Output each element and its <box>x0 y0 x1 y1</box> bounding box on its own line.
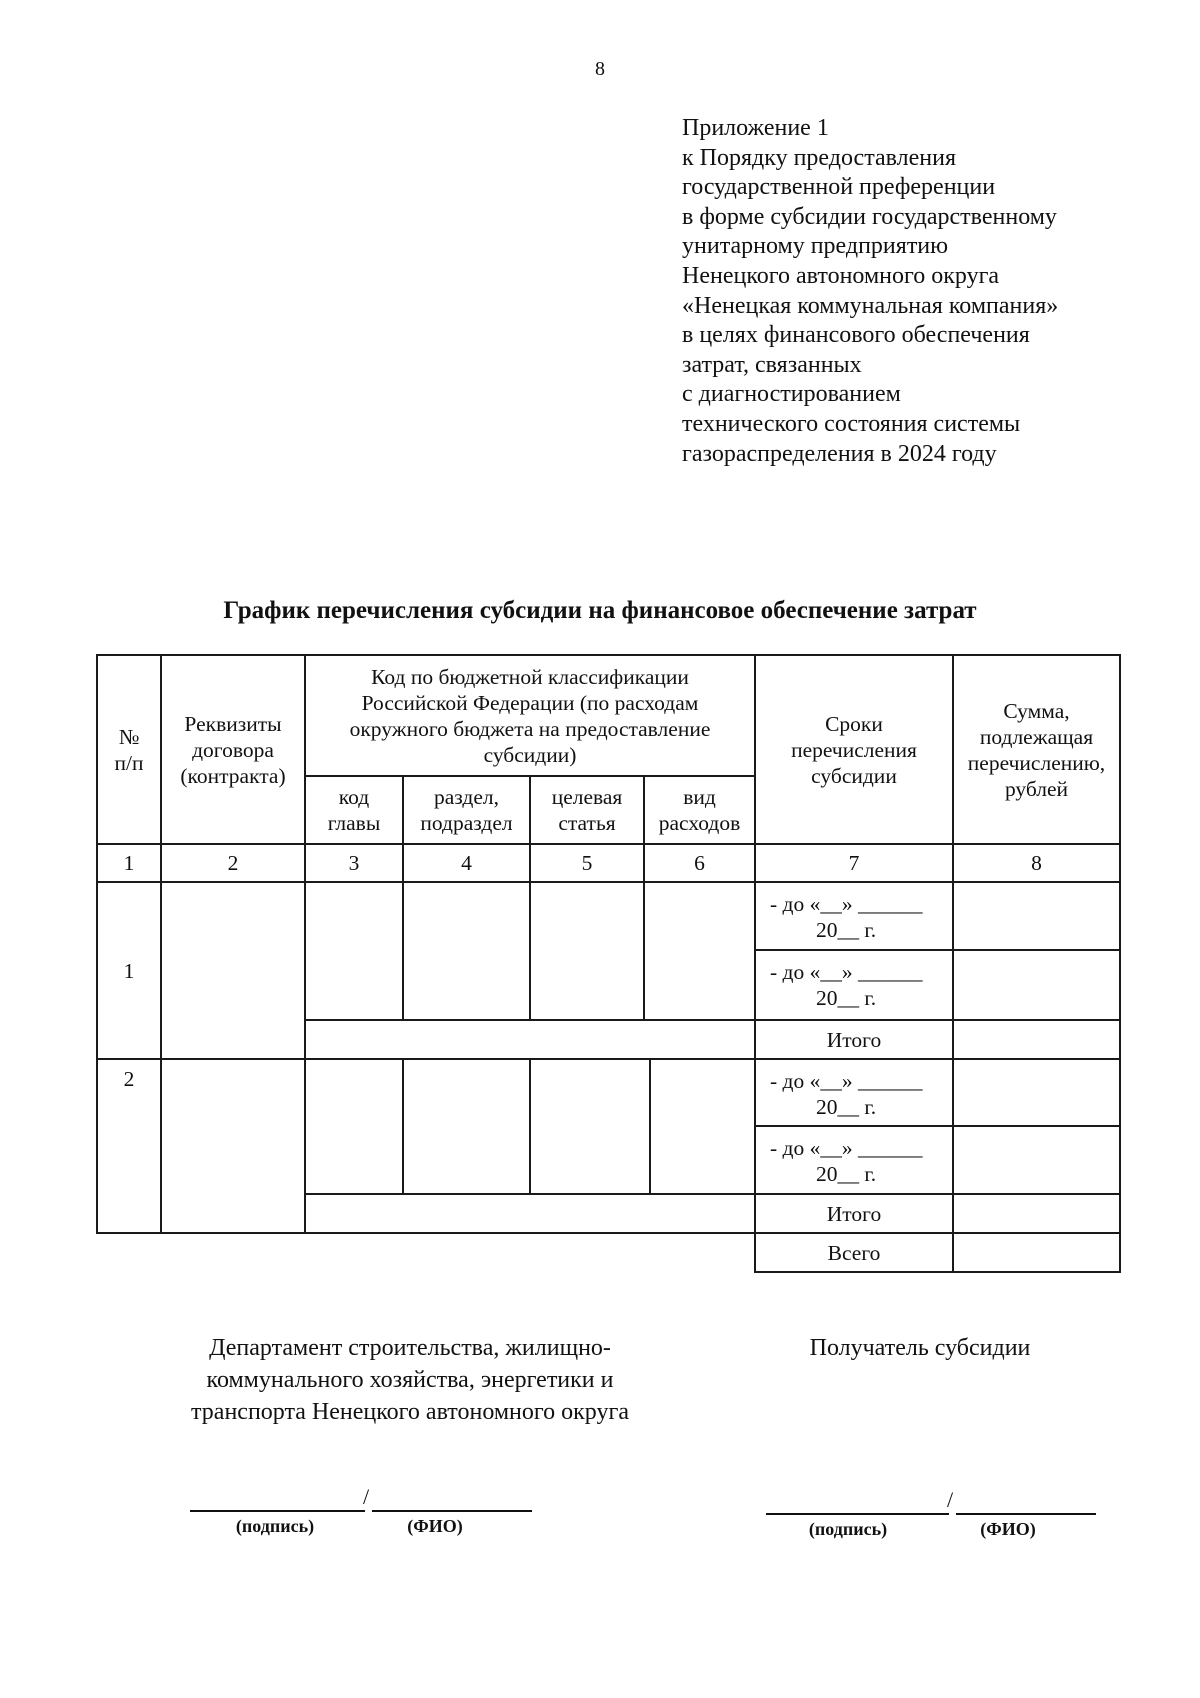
table-rule <box>402 1058 404 1193</box>
header-section: раздел, подраздел <box>420 785 513 835</box>
payment-term-line: - до «__» ______ <box>770 892 923 916</box>
header-contract: Реквизиты договора (контракта) <box>180 711 286 788</box>
signature-line <box>190 1510 365 1512</box>
payment-term <box>756 951 952 1019</box>
name-caption: (ФИО) <box>407 1516 463 1536</box>
appendix-line: в форме субсидии государственному <box>682 203 1057 230</box>
column-number: 5 <box>581 851 593 875</box>
payment-term-line: - до «__» ______ <box>770 1069 923 1093</box>
appendix-line: в целях финансового обеспечения <box>682 322 1030 349</box>
column-number: 1 <box>123 851 135 875</box>
appendix-line: Приложение 1 <box>682 115 829 141</box>
payment-term <box>756 1060 952 1125</box>
column-number: 3 <box>348 851 360 875</box>
signature-caption: (подпись) <box>235 1516 315 1536</box>
payment-term-year: 20__ г. <box>816 1162 877 1186</box>
table-rule <box>96 1232 1121 1234</box>
payment-term <box>756 1127 952 1193</box>
appendix-header <box>682 114 1152 469</box>
appendix-line: Ненецкого автономного округа <box>682 262 1000 289</box>
appendix-line: затрат, связанных <box>682 351 862 378</box>
header-target-item: целевая статья <box>551 785 623 835</box>
header-budget-code: Код по бюджетной классификации Российской Федерации (по расходам окружного бюджета на предоставление субсидии) <box>349 664 711 767</box>
appendix-line: к Порядку предоставления <box>682 144 957 171</box>
payment-term-line: - до «__» ______ <box>770 1136 923 1160</box>
header-terms: Сроки перечисления субсидии <box>791 711 917 788</box>
grand-total-label: Всего <box>827 1240 881 1265</box>
payment-term-year: 20__ г. <box>816 1095 877 1119</box>
subtotal-label: Итого <box>826 1201 882 1226</box>
table-rule <box>96 881 1121 883</box>
recipient-signature-org: Получатель субсидии <box>809 1335 1031 1361</box>
column-number: 4 <box>461 851 472 875</box>
payment-term-year: 20__ г. <box>816 986 877 1010</box>
signature-separator: / <box>363 1484 370 1509</box>
row-number: 1 <box>123 958 135 983</box>
appendix-line: государственной преференции <box>682 174 996 201</box>
table-rule <box>304 1019 1121 1021</box>
name-line <box>956 1513 1096 1515</box>
appendix-line: с диагностированием <box>682 381 901 408</box>
table-border-bottom <box>754 1271 1121 1273</box>
payment-term-line: - до «__» ______ <box>770 960 923 984</box>
appendix-line: «Ненецкая коммунальная компания» <box>682 292 1059 319</box>
signature-line <box>766 1513 949 1515</box>
appendix-line: газораспределения в 2024 году <box>682 440 997 467</box>
column-number: 2 <box>227 851 239 875</box>
appendix-line: технического состояния системы <box>682 410 1021 437</box>
subtotal-label: Итого <box>826 1027 882 1052</box>
signature-separator: / <box>947 1487 954 1512</box>
payment-term-year: 20__ г. <box>816 918 877 942</box>
payment-term <box>756 883 952 949</box>
department-signature-org: Департамент строительства, жилищно-коммунального хозяйства, энергетики и транспорта Ненецкого автономного округа <box>191 1335 629 1425</box>
page-number: 8 <box>595 58 605 80</box>
signature-caption: (подпись) <box>808 1519 888 1539</box>
row-number: 2 <box>123 1067 135 1091</box>
appendix-line: унитарному предприятию <box>682 233 949 260</box>
header-amount: Сумма, подлежащая перечислению, рублей <box>967 698 1106 801</box>
table-rule <box>96 1058 1121 1060</box>
table-rule <box>304 1193 1121 1195</box>
column-number: 7 <box>848 851 860 875</box>
table-rule <box>649 1058 651 1193</box>
header-num: № п/п <box>114 724 144 775</box>
table-border-right <box>1119 654 1121 1273</box>
column-number: 8 <box>1031 851 1042 875</box>
header-chapter-code: код главы <box>327 785 381 835</box>
name-line <box>372 1510 532 1512</box>
name-caption: (ФИО) <box>980 1519 1036 1539</box>
header-expense-type: вид расходов <box>658 785 741 835</box>
document-title: График перечисления субсидии на финансовое обеспечение затрат <box>223 597 977 624</box>
column-number: 6 <box>694 851 705 875</box>
table-rule <box>529 1058 531 1193</box>
